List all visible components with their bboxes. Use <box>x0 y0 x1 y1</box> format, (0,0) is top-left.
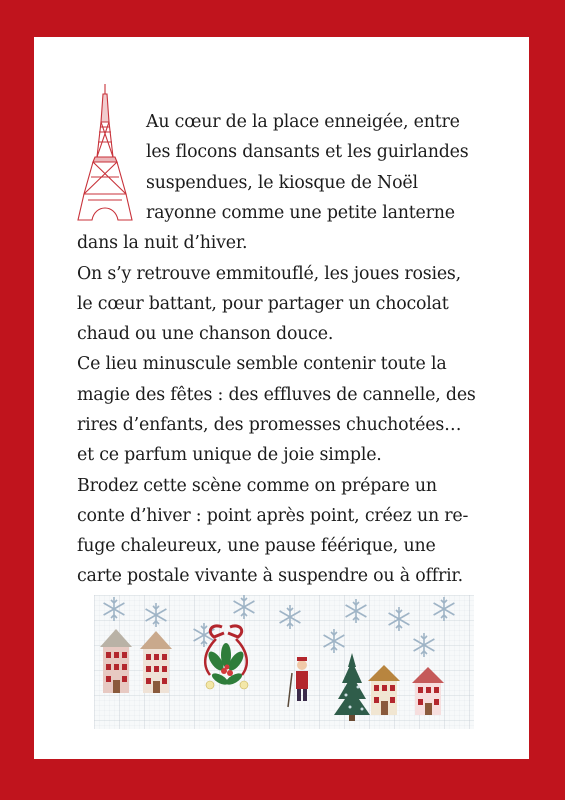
paragraph-1 <box>77 107 507 258</box>
text-line: et ce parfum unique de joie simple. <box>77 445 382 466</box>
paragraph-4 <box>77 471 507 592</box>
text-line: les flocons dansants et les guirlandes <box>146 142 469 163</box>
text-line: Au cœur de la place enneigée, entre <box>146 112 460 132</box>
text-line: On s’y retrouve emmitouflé, les joues rosies, <box>77 263 461 284</box>
text-line: le cœur battant, pour partager un chocolat <box>77 293 449 314</box>
text-line: Brodez cette scène comme on prépare un <box>77 475 437 496</box>
text-line: rayonne comme une petite lanterne <box>146 202 455 223</box>
paragraph-2 <box>77 259 507 350</box>
text-line: chaud ou une chanson douce. <box>77 324 334 345</box>
text-line: Ce lieu minuscule semble contenir toute la <box>77 354 447 375</box>
text-line: carte postale vivante à suspendre ou à offrir. <box>77 566 463 587</box>
text-line: rires d’enfants, des promesses chuchotées… <box>77 414 462 435</box>
paragraph-3 <box>77 349 507 470</box>
cross-stitch-pattern <box>94 595 474 729</box>
text-line: fuge chaleureux, une pause féérique, une <box>77 536 436 557</box>
text-line: suspendues, le kiosque de Noël <box>146 172 418 193</box>
text-line: dans la nuit d’hiver. <box>77 233 248 254</box>
text-line: conte d’hiver : point après point, créez un re- <box>77 505 469 526</box>
text-line: magie des fêtes : des effluves de cannelle, des <box>77 384 476 405</box>
